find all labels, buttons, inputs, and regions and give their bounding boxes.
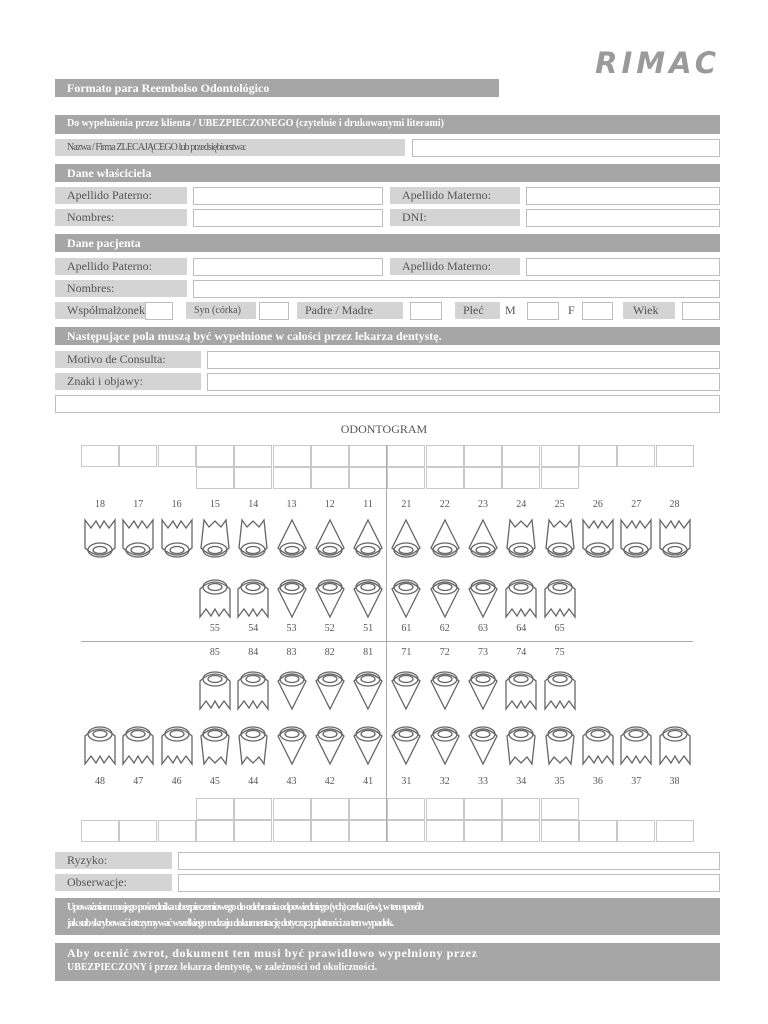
child-checkbox[interactable]	[259, 302, 289, 320]
parent-label: Padre / Madre	[297, 302, 403, 319]
tooth-41[interactable]	[351, 720, 385, 766]
consult-label: Motivo de Consulta:	[55, 351, 201, 368]
odontogram-cell[interactable]	[81, 445, 119, 467]
odontogram-cell[interactable]	[311, 445, 349, 467]
tooth-number: 83	[286, 647, 297, 658]
odontogram-cell[interactable]	[158, 445, 196, 467]
tooth-33[interactable]	[466, 720, 500, 766]
form-title: Formato para Reembolso Odontológico	[55, 79, 499, 97]
odontogram-cell[interactable]	[273, 445, 311, 467]
odontogram-cell[interactable]	[349, 798, 387, 820]
dentist-section-header: Następujące pola muszą być wypełnione w całości przez lekarza dentystę.	[55, 327, 720, 345]
tooth-73[interactable]	[466, 665, 500, 711]
tooth-72[interactable]	[428, 665, 462, 711]
patient-section-header: Dane pacjenta	[55, 234, 720, 252]
odontogram-cell[interactable]	[273, 798, 311, 820]
tooth-number: 26	[592, 499, 603, 510]
odontogram-cell[interactable]	[387, 445, 425, 467]
tooth-18[interactable]	[83, 518, 117, 564]
sex-male-label: M	[505, 303, 516, 317]
odontogram-cell[interactable]	[502, 798, 540, 820]
odontogram-cell[interactable]	[426, 798, 464, 820]
odontogram-cell[interactable]	[387, 798, 425, 820]
tooth-number: 32	[439, 776, 450, 787]
owner-section-header: Dane właściciela	[55, 164, 720, 182]
owner-maternal-label: Apellido Materno:	[390, 187, 520, 204]
tooth-46[interactable]	[160, 720, 194, 766]
tooth-53[interactable]	[275, 573, 309, 619]
tooth-52[interactable]	[313, 573, 347, 619]
authorization-note	[55, 898, 720, 935]
odontogram-cell[interactable]	[502, 820, 540, 842]
sex-female-checkbox[interactable]	[582, 302, 613, 320]
tooth-number: 22	[439, 499, 450, 510]
tooth-37[interactable]	[619, 720, 653, 766]
tooth-number: 75	[554, 647, 565, 658]
odontogram-cell[interactable]	[196, 467, 234, 489]
odontogram-cell[interactable]	[234, 467, 272, 489]
odontogram-cell[interactable]	[579, 820, 617, 842]
tooth-36[interactable]	[581, 720, 615, 766]
tooth-12[interactable]	[313, 518, 347, 564]
tooth-number: 15	[209, 499, 220, 510]
symptoms-extra-field[interactable]	[55, 395, 720, 413]
tooth-number: 53	[286, 623, 297, 634]
odontogram-cell[interactable]	[541, 467, 579, 489]
odontogram-cell[interactable]	[617, 820, 655, 842]
company-field[interactable]	[412, 139, 720, 157]
tooth-number: 36	[592, 776, 603, 787]
rimac-logo: RIMAC	[595, 46, 720, 80]
final-note	[55, 943, 720, 981]
odontogram-cell[interactable]	[196, 798, 234, 820]
odontogram-cell[interactable]	[158, 820, 196, 842]
tooth-number: 17	[133, 499, 144, 510]
patient-maternal-field[interactable]	[526, 258, 720, 276]
odontogram-cell[interactable]	[656, 820, 694, 842]
tooth-number: 25	[554, 499, 565, 510]
tooth-number: 55	[209, 623, 220, 634]
owner-dni-field[interactable]	[526, 209, 720, 227]
tooth-number: 62	[439, 623, 450, 634]
tooth-number: 47	[133, 776, 144, 787]
odontogram-cell[interactable]	[464, 445, 502, 467]
tooth-31[interactable]	[389, 720, 423, 766]
odontogram-cell[interactable]	[234, 798, 272, 820]
tooth-number: 13	[286, 499, 297, 510]
odontogram-cell[interactable]	[119, 445, 157, 467]
odontogram-cell[interactable]	[349, 467, 387, 489]
tooth-23[interactable]	[466, 518, 500, 564]
tooth-number: 73	[478, 647, 488, 658]
tooth-number: 51	[363, 623, 374, 634]
observations-label: Obserwacje:	[55, 874, 172, 891]
tooth-14[interactable]	[236, 518, 270, 564]
odontogram-cell[interactable]	[579, 445, 617, 467]
tooth-number: 54	[248, 623, 259, 634]
odontogram-cell[interactable]	[387, 820, 425, 842]
child-label: Syn (córka)	[186, 302, 256, 319]
spouse-checkbox[interactable]	[145, 302, 173, 320]
odontogram-cell[interactable]	[349, 445, 387, 467]
tooth-35[interactable]	[543, 720, 577, 766]
tooth-number: 33	[478, 776, 488, 787]
client-section-header: Do wypełnienia przez klienta / UBEZPIECZONEGO (czytelnie i drukowanymi literami)	[55, 115, 720, 134]
tooth-number: 35	[554, 776, 565, 787]
patient-names-label: Nombres:	[55, 280, 187, 297]
tooth-number: 63	[478, 623, 488, 634]
tooth-number: 45	[209, 776, 220, 787]
tooth-47[interactable]	[121, 720, 155, 766]
tooth-62[interactable]	[428, 573, 462, 619]
tooth-number: 24	[516, 499, 527, 510]
tooth-number: 61	[401, 623, 412, 634]
tooth-number: 38	[669, 776, 680, 787]
tooth-number: 72	[439, 647, 450, 658]
odontogram-cell[interactable]	[273, 467, 311, 489]
tooth-number: 74	[516, 647, 527, 658]
odontogram-cell[interactable]	[234, 445, 272, 467]
tooth-11[interactable]	[351, 518, 385, 564]
symptoms-label: Znaki i objawy:	[55, 373, 201, 390]
tooth-27[interactable]	[619, 518, 653, 564]
odontogram-cell[interactable]	[426, 820, 464, 842]
tooth-15[interactable]	[198, 518, 232, 564]
tooth-number: 31	[401, 776, 412, 787]
tooth-61[interactable]	[389, 573, 423, 619]
tooth-24[interactable]	[504, 518, 538, 564]
tooth-32[interactable]	[428, 720, 462, 766]
tooth-55[interactable]	[198, 573, 232, 619]
tooth-74[interactable]	[504, 665, 538, 711]
tooth-number: 28	[669, 499, 680, 510]
risk-field[interactable]	[178, 852, 720, 870]
tooth-44[interactable]	[236, 720, 270, 766]
odontogram-cell[interactable]	[311, 820, 349, 842]
tooth-54[interactable]	[236, 573, 270, 619]
tooth-28[interactable]	[658, 518, 692, 564]
odontogram-cell[interactable]	[541, 445, 579, 467]
tooth-number: 41	[363, 776, 374, 787]
tooth-number: 82	[324, 647, 335, 658]
tooth-65[interactable]	[543, 573, 577, 619]
odontogram-cell[interactable]	[311, 798, 349, 820]
tooth-63[interactable]	[466, 573, 500, 619]
patient-paternal-label: Apellido Paterno:	[55, 258, 187, 275]
tooth-number: 37	[631, 776, 642, 787]
tooth-number: 16	[171, 499, 182, 510]
tooth-17[interactable]	[121, 518, 155, 564]
tooth-48[interactable]	[83, 720, 117, 766]
tooth-number: 11	[363, 499, 373, 510]
tooth-85[interactable]	[198, 665, 232, 711]
tooth-25[interactable]	[543, 518, 577, 564]
odontogram-cell[interactable]	[502, 467, 540, 489]
tooth-number: 85	[209, 647, 220, 658]
odontogram-cell[interactable]	[196, 445, 234, 467]
odontogram-cell[interactable]	[196, 820, 234, 842]
odontogram-title: ODONTOGRAM	[340, 422, 428, 436]
tooth-number: 14	[248, 499, 259, 510]
sex-male-checkbox[interactable]	[527, 302, 559, 320]
observations-field[interactable]	[178, 874, 720, 892]
odontogram-cell[interactable]	[656, 445, 694, 467]
tooth-number: 42	[324, 776, 335, 787]
authorization-line-1: Upoważniam mojego pośrednika ubezpieczeniowego do odebrania odpowiedniego (ych) czeku (ów), w ten sposób	[67, 902, 423, 913]
risk-label: Ryzyko:	[55, 852, 172, 869]
odontogram-horizontal-divider	[81, 641, 693, 642]
tooth-number: 27	[631, 499, 642, 510]
odontogram-cell[interactable]	[273, 820, 311, 842]
tooth-number: 23	[478, 499, 488, 510]
tooth-43[interactable]	[275, 720, 309, 766]
patient-paternal-field[interactable]	[193, 258, 383, 276]
tooth-number: 46	[171, 776, 182, 787]
sex-female-label: F	[568, 303, 575, 317]
tooth-number: 64	[516, 623, 527, 634]
tooth-number: 65	[554, 623, 565, 634]
parent-checkbox[interactable]	[410, 302, 442, 320]
age-field[interactable]	[682, 302, 720, 320]
odontogram-cell[interactable]	[234, 820, 272, 842]
tooth-34[interactable]	[504, 720, 538, 766]
tooth-13[interactable]	[275, 518, 309, 564]
tooth-64[interactable]	[504, 573, 538, 619]
tooth-number: 48	[95, 776, 105, 787]
odontogram-cell[interactable]	[617, 445, 655, 467]
tooth-84[interactable]	[236, 665, 270, 711]
tooth-number: 21	[401, 499, 412, 510]
odontogram-cell[interactable]	[464, 467, 502, 489]
tooth-45[interactable]	[198, 720, 232, 766]
tooth-number: 43	[286, 776, 297, 787]
tooth-42[interactable]	[313, 720, 347, 766]
odontogram-vertical-divider	[386, 445, 387, 842]
tooth-71[interactable]	[389, 665, 423, 711]
tooth-number: 44	[248, 776, 259, 787]
odontogram-cell[interactable]	[541, 820, 579, 842]
tooth-number: 71	[401, 647, 412, 658]
tooth-83[interactable]	[275, 665, 309, 711]
final-note-line-1: Aby ocenić zwrot, dokument ten musi być prawidłowo wypełniony przez	[67, 946, 478, 960]
odontogram-cell[interactable]	[502, 445, 540, 467]
final-note-line-2: UBEZPIECZONY i przez lekarza dentystę, w zależności od okoliczności.	[67, 962, 378, 973]
symptoms-field[interactable]	[207, 373, 720, 391]
tooth-number: 34	[516, 776, 527, 787]
odontogram-cell[interactable]	[387, 467, 425, 489]
tooth-81[interactable]	[351, 665, 385, 711]
tooth-82[interactable]	[313, 665, 347, 711]
consult-field[interactable]	[207, 351, 720, 369]
tooth-16[interactable]	[160, 518, 194, 564]
tooth-21[interactable]	[389, 518, 423, 564]
tooth-26[interactable]	[581, 518, 615, 564]
tooth-number: 81	[363, 647, 374, 658]
owner-names-label: Nombres:	[55, 209, 187, 226]
sex-label: Płeć	[455, 302, 500, 319]
authorization-line-2: jak sub skrybować i otrzymywać wszelkiego rodzaju dokumentację dotyczącą płatności za ten wypadek.	[67, 918, 393, 929]
tooth-number: 52	[324, 623, 335, 634]
owner-maternal-field[interactable]	[526, 187, 720, 205]
owner-names-field[interactable]	[193, 209, 383, 227]
owner-paternal-label: Apellido Paterno:	[55, 187, 187, 204]
odontogram-cell[interactable]	[464, 798, 502, 820]
company-label: Nazwa / Firma ZLECAJĄCEGO lub przedsiębiorstwa:	[55, 139, 405, 156]
odontogram-cell[interactable]	[119, 820, 157, 842]
tooth-51[interactable]	[351, 573, 385, 619]
owner-paternal-field[interactable]	[193, 187, 383, 205]
odontogram-cell[interactable]	[349, 820, 387, 842]
tooth-number: 84	[248, 647, 259, 658]
odontogram-cell[interactable]	[541, 798, 579, 820]
patient-names-field[interactable]	[193, 280, 720, 298]
tooth-22[interactable]	[428, 518, 462, 564]
patient-maternal-label: Apellido Materno:	[390, 258, 520, 275]
odontogram-cell[interactable]	[426, 467, 464, 489]
tooth-number: 18	[95, 499, 105, 510]
odontogram-cell[interactable]	[81, 820, 119, 842]
tooth-75[interactable]	[543, 665, 577, 711]
spouse-label: Współmałżonek	[55, 302, 145, 319]
owner-dni-label: DNI:	[390, 209, 520, 226]
odontogram-cell[interactable]	[426, 445, 464, 467]
tooth-38[interactable]	[658, 720, 692, 766]
odontogram-cell[interactable]	[464, 820, 502, 842]
odontogram-cell[interactable]	[311, 467, 349, 489]
tooth-number: 12	[324, 499, 335, 510]
age-label: Wiek	[623, 302, 675, 319]
